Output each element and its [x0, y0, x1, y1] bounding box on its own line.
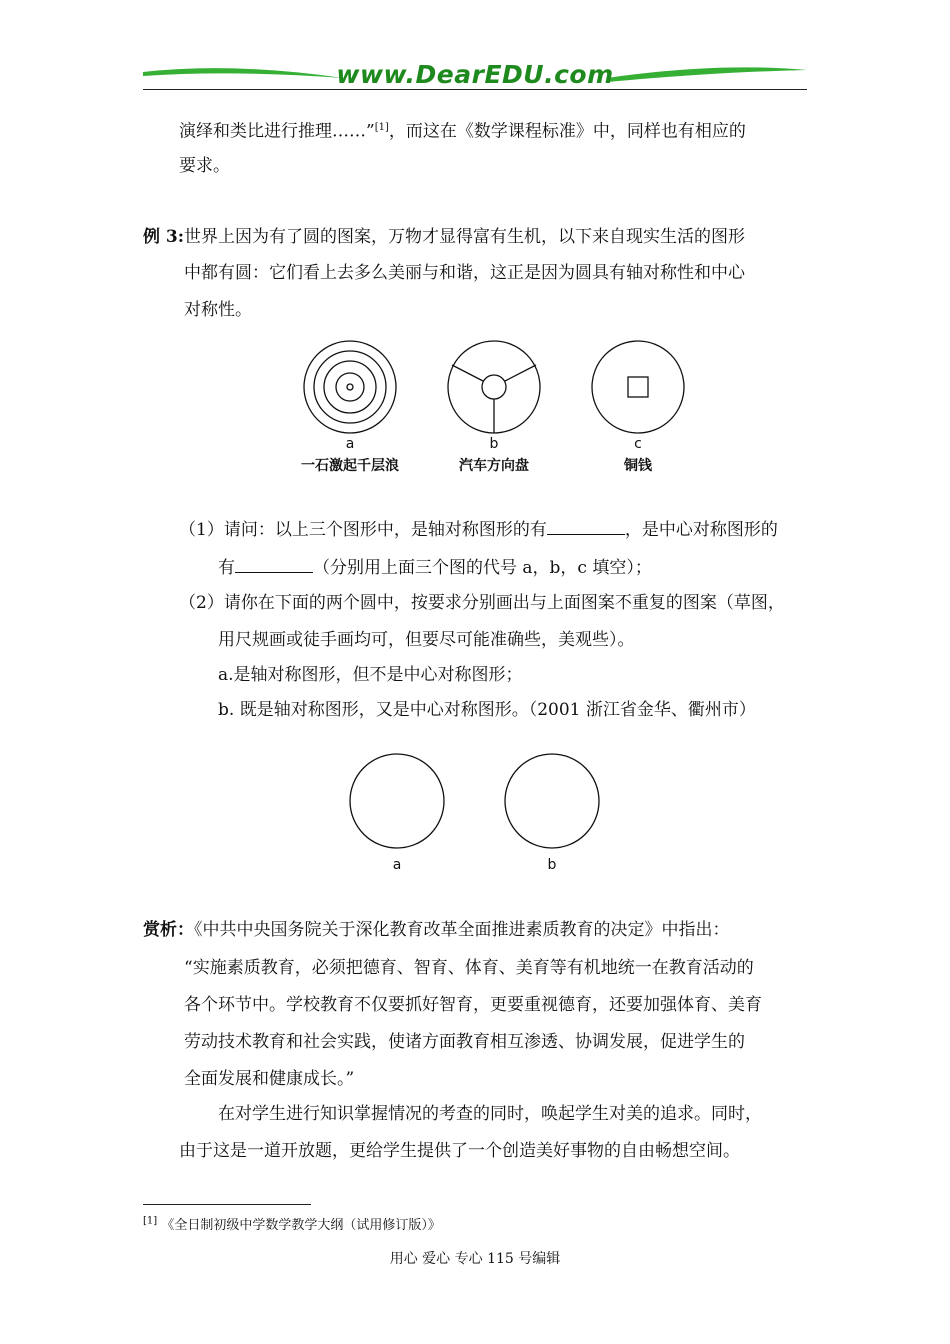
drawing-circle-a[interactable]: [350, 754, 444, 848]
answer-blank-central[interactable]: [235, 556, 313, 573]
example-line-1: [143, 227, 745, 247]
intro-line-2: 要求。: [179, 156, 230, 176]
question-1-line-2: [218, 556, 652, 578]
drawing-circle-b-letter: b: [547, 857, 557, 873]
footnote-marker: [1]: [143, 1215, 158, 1227]
figure-b-caption: 汽车方向盘: [459, 458, 529, 474]
analysis-line-1: [143, 920, 730, 940]
footnote-text: 《全日制初级中学数学教学大纲（试用修订版）》: [161, 1218, 441, 1233]
figure-a-ripples: [304, 341, 396, 433]
footnote-ref[interactable]: [1]: [374, 122, 389, 133]
question-2-part-b: b. 既是轴对称图形，又是中心对称图形。（2001 浙江省金华、衢州市）: [218, 700, 756, 720]
page-footer: 用心 爱心 专心 115 号编辑: [389, 1251, 561, 1267]
intro-text: 演绎和类比进行推理……”: [179, 121, 375, 142]
example-label: 例 3:: [143, 227, 185, 247]
question-2-line-2: 用尺规画或徒手画均可，但要尽可能准确些，美观些）。: [218, 630, 635, 650]
question-2-line-1: （2）请你在下面的两个圆中，按要求分别画出与上面图案不重复的图案（草图，: [179, 593, 785, 613]
figure-c-letter: c: [634, 436, 642, 452]
site-logo[interactable]: www.DearEDU.com: [336, 60, 614, 89]
answer-blank-axial[interactable]: [547, 518, 625, 535]
figure-b-letter: b: [489, 436, 499, 452]
analysis-line-3: 各个环节中。学校教育不仅要抓好智育，更要重视德育，还要加强体育、美育: [184, 995, 762, 1015]
intro-text-cont: ，而这在《数学课程标准》中，同样也有相应的: [388, 121, 746, 142]
drawing-circle-a-letter: a: [392, 857, 402, 873]
analysis-line-2: “实施素质教育，必须把德育、智育、体育、美育等有机地统一在教育活动的: [184, 958, 754, 978]
footnote-rule: [143, 1204, 311, 1205]
question-1-text-3: （分别用上面三个图的代号 a，b，c 填空）；: [313, 558, 652, 578]
figure-a-letter: a: [345, 436, 355, 452]
analysis-line-5: 全面发展和健康成长。”: [184, 1069, 355, 1089]
analysis-text: 《中共中央国务院关于深化教育改革全面推进素质教育的决定》中指出：: [194, 920, 730, 940]
question-2-part-a: a.是轴对称图形，但不是中心对称图形；: [218, 665, 523, 685]
question-1-text: （1）请问：以上三个图形中，是轴对称图形的有: [179, 520, 547, 540]
question-1-line-1: [179, 518, 778, 540]
header-rule: [143, 89, 807, 90]
analysis-line-7: 由于这是一道开放题，更给学生提供了一个创造美好事物的自由畅想空间。: [179, 1141, 740, 1161]
drawing-circles: [345, 752, 615, 852]
example-line-2: 中都有圆：它们看上去多么美丽与和谐，这正是因为圆具有轴对称性和中心: [184, 263, 745, 283]
figure-c-coin: [592, 341, 684, 433]
analysis-line-6: 在对学生进行知识掌握情况的考查的同时，唤起学生对美的追求。同时，: [218, 1104, 762, 1124]
analysis-label: 赏析：: [143, 920, 194, 940]
question-1-text-cont: ，是中心对称图形的: [624, 520, 778, 540]
figure-c-caption: 铜钱: [624, 458, 652, 474]
drawing-circle-b[interactable]: [505, 754, 599, 848]
example-text: 世界上因为有了圆的图案，万物才显得富有生机，以下来自现实生活的图形: [184, 227, 746, 247]
figure-a-caption: 一石激起千层浪: [301, 458, 399, 474]
figure-row: [300, 340, 700, 440]
question-1-text-2: 有: [218, 558, 235, 578]
analysis-line-4: 劳动技术教育和社会实践，使诸方面教育相互渗透、协调发展，促进学生的: [184, 1032, 745, 1052]
footnote: [143, 1214, 441, 1233]
example-line-3: 对称性。: [184, 300, 252, 320]
intro-line-1: [179, 118, 746, 142]
figure-b-steering-wheel: [448, 341, 540, 433]
